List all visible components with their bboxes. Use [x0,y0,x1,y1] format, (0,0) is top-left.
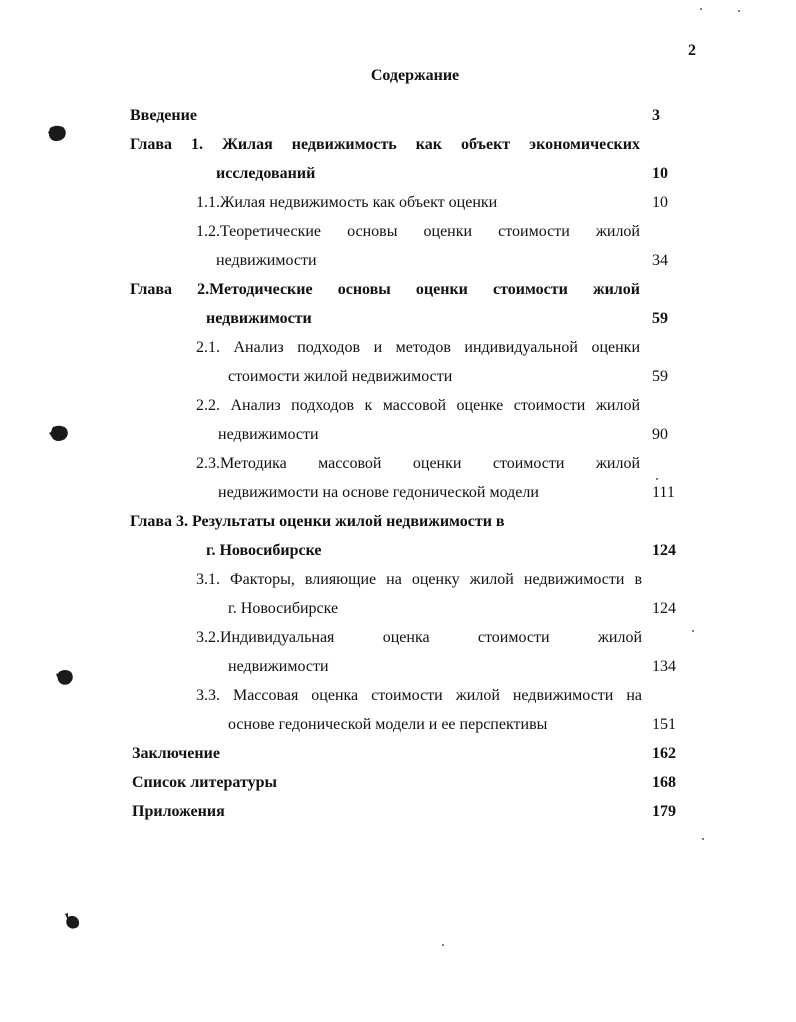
toc-s3-3-line1: 3.3. Массовая оценка стоимости жилой недвижимости на [196,687,642,704]
binder-hole-blot [48,424,70,444]
toc-s2-2-line2: недвижимости [218,426,319,443]
toc-s1-2-line2: недвижимости [216,252,317,269]
binder-hole-blot [46,124,68,144]
toc-appendices-label: Приложения [132,803,225,820]
toc-s2-1-line2: стоимости жилой недвижимости [228,368,453,385]
scan-speck [738,10,740,12]
toc-s3-1-line1: 3.1. Факторы, влияющие на оценку жилой недвижимости в [196,571,642,588]
toc-ch3-page: 124 [652,542,676,559]
binder-hole-blot [62,912,82,932]
toc-ch1-line2: исследований [216,165,316,182]
scan-speck [442,944,444,946]
toc-ch1-page: 10 [652,165,668,182]
toc-s1-1-page: 10 [652,194,668,211]
toc-references-label: Список литературы [132,774,277,791]
toc-ch3-line2: г. Новосибирске [206,542,322,559]
toc-ch3-line1: Глава 3. Результаты оценки жилой недвижимости в [130,513,505,530]
scan-speck [692,630,694,632]
toc-s3-1-line2: г. Новосибирске [228,600,339,617]
toc-intro-page: 3 [652,107,660,124]
scan-speck [700,8,702,10]
toc-s3-2-line1: 3.2.Индивидуальная оценка стоимости жилой [196,629,642,646]
toc-s3-3-line2: основе гедонической модели и ее перспективы [228,716,548,733]
toc-conclusion-label: Заключение [132,745,220,762]
scan-speck [656,478,658,480]
toc-s2-1-line1: 2.1. Анализ подходов и методов индивидуальной оценки [196,339,640,356]
toc-s1-2-line1: 1.2.Теоретические основы оценки стоимости жилой [196,223,640,240]
toc-ch2-line1: Глава 2.Методические основы оценки стоимости жилой [130,281,640,298]
scan-speck [702,838,704,840]
toc-s2-2-page: 90 [652,426,668,443]
page-number: 2 [688,42,696,59]
page-title: Содержание [370,67,460,84]
toc-conclusion-page: 162 [652,745,676,762]
toc-intro-label: Введение [130,107,197,124]
toc-ch2-line2: недвижимости [206,310,312,327]
toc-s2-3-page: 111 [652,484,675,501]
toc-ch2-page: 59 [652,310,668,327]
toc-s2-1-page: 59 [652,368,668,385]
toc-s1-1-line1: 1.1.Жилая недвижимость как объект оценки [196,194,498,211]
toc-s3-3-page: 151 [652,716,676,733]
toc-references-page: 168 [652,774,676,791]
toc-s1-2-page: 34 [652,252,668,269]
toc-ch1-line1: Глава 1. Жилая недвижимость как объект экономических [130,136,640,153]
binder-hole-blot [54,668,76,688]
toc-s3-1-page: 124 [652,600,676,617]
toc-s3-2-line2: недвижимости [228,658,329,675]
toc-appendices-page: 179 [652,803,676,820]
toc-s2-3-line2: недвижимости на основе гедонической модели [218,484,539,501]
toc-s2-2-line1: 2.2. Анализ подходов к массовой оценке стоимости жилой [196,397,640,414]
toc-s3-2-page: 134 [652,658,676,675]
toc-s2-3-line1: 2.3.Методика массовой оценки стоимости жилой [196,455,640,472]
